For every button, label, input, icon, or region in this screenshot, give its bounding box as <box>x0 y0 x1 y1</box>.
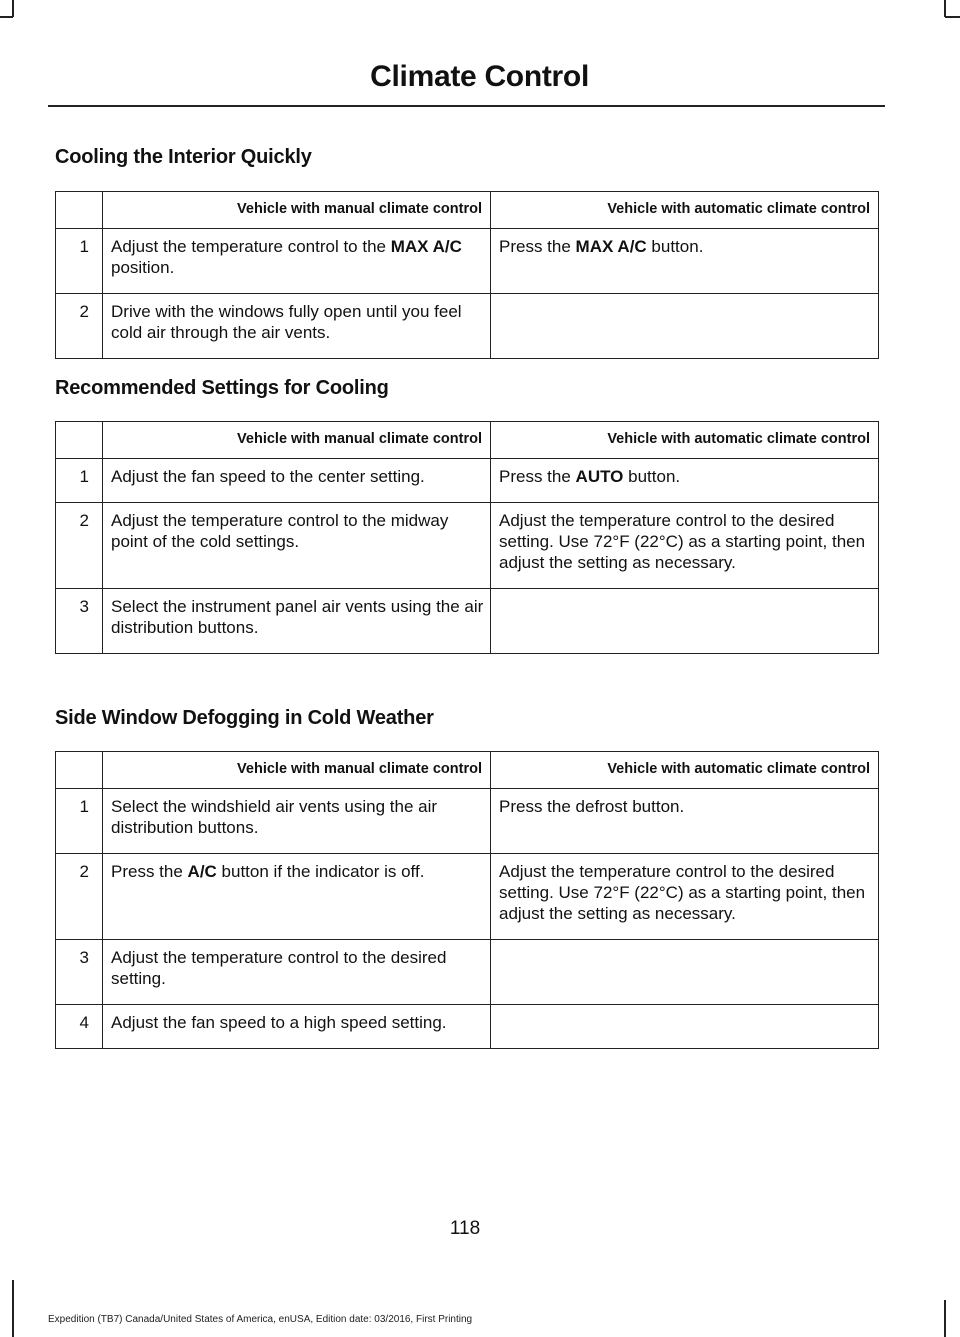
table-row <box>56 229 879 294</box>
manual-step: Select the instrument panel air vents using the air distribution buttons. <box>103 589 491 654</box>
page-number: 118 <box>449 1218 481 1239</box>
automatic-step: Press the AUTO button. <box>491 459 879 503</box>
automatic-step <box>491 940 879 1005</box>
steps-table <box>55 751 879 1049</box>
step-number: 3 <box>56 589 103 654</box>
manual-step: Adjust the temperature control to the desired setting. <box>103 940 491 1005</box>
header-cell-empty <box>56 422 103 459</box>
section-title: Recommended Settings for Cooling <box>55 377 389 399</box>
step-number: 1 <box>56 229 103 294</box>
step-number: 1 <box>56 789 103 854</box>
manual-step: Press the A/C button if the indicator is off. <box>103 854 491 940</box>
header-manual: Vehicle with manual climate control <box>103 422 491 459</box>
table-row <box>56 294 879 359</box>
header-manual: Vehicle with manual climate control <box>103 752 491 789</box>
manual-step: Drive with the windows fully open until you feel cold air through the air vents. <box>103 294 491 359</box>
crop-mark <box>12 0 14 17</box>
automatic-step: Press the MAX A/C button. <box>491 229 879 294</box>
manual-step: Select the windshield air vents using the air distribution buttons. <box>103 789 491 854</box>
crop-mark <box>945 16 960 18</box>
table-row <box>56 589 879 654</box>
crop-mark <box>0 16 13 18</box>
steps-table <box>55 421 879 654</box>
header-automatic: Vehicle with automatic climate control <box>491 752 879 789</box>
table-row <box>56 789 879 854</box>
header-manual: Vehicle with manual climate control <box>103 192 491 229</box>
control-name: A/C <box>187 862 217 881</box>
section-recommended-cooling <box>55 377 878 654</box>
automatic-step <box>491 294 879 359</box>
automatic-step: Press the defrost button. <box>491 789 879 854</box>
header-rule <box>48 105 885 107</box>
control-name: MAX A/C <box>390 237 462 256</box>
step-number: 2 <box>56 503 103 589</box>
step-number: 2 <box>56 294 103 359</box>
step-number: 1 <box>56 459 103 503</box>
table-row <box>56 1005 879 1049</box>
section-cooling-quickly <box>55 146 878 359</box>
control-name: AUTO <box>575 467 624 486</box>
table-header-row <box>56 752 879 789</box>
section-title: Side Window Defogging in Cold Weather <box>55 707 434 729</box>
header-automatic: Vehicle with automatic climate control <box>491 192 879 229</box>
step-number: 2 <box>56 854 103 940</box>
header-automatic: Vehicle with automatic climate control <box>491 422 879 459</box>
automatic-step: Adjust the temperature control to the desired setting. Use 72°F (22°C) as a starting point, then adjust the setting as necessary. <box>491 854 879 940</box>
table-header-row <box>56 422 879 459</box>
table-row <box>56 459 879 503</box>
table-header-row <box>56 192 879 229</box>
crop-mark <box>944 0 946 17</box>
crop-mark <box>12 1280 14 1337</box>
header-cell-empty <box>56 192 103 229</box>
manual-step: Adjust the temperature control to the MAX A/C position. <box>103 229 491 294</box>
manual-step: Adjust the fan speed to a high speed setting. <box>103 1005 491 1049</box>
footer-text: Expedition (TB7) Canada/United States of America, enUSA, Edition date: 03/2016, First Printing <box>48 1314 473 1325</box>
step-number: 4 <box>56 1005 103 1049</box>
table-row <box>56 940 879 1005</box>
chapter-title: Climate Control <box>370 60 589 93</box>
header-cell-empty <box>56 752 103 789</box>
section-title: Cooling the Interior Quickly <box>55 146 312 168</box>
crop-mark <box>944 1300 946 1337</box>
manual-step: Adjust the temperature control to the midway point of the cold settings. <box>103 503 491 589</box>
table-row <box>56 854 879 940</box>
manual-step: Adjust the fan speed to the center setting. <box>103 459 491 503</box>
automatic-step: Adjust the temperature control to the desired setting. Use 72°F (22°C) as a starting point, then adjust the setting as necessary. <box>491 503 879 589</box>
automatic-step <box>491 1005 879 1049</box>
table-row <box>56 503 879 589</box>
steps-table <box>55 191 879 359</box>
section-side-window-defogging <box>55 707 878 1049</box>
automatic-step <box>491 589 879 654</box>
control-name: MAX A/C <box>575 237 647 256</box>
step-number: 3 <box>56 940 103 1005</box>
